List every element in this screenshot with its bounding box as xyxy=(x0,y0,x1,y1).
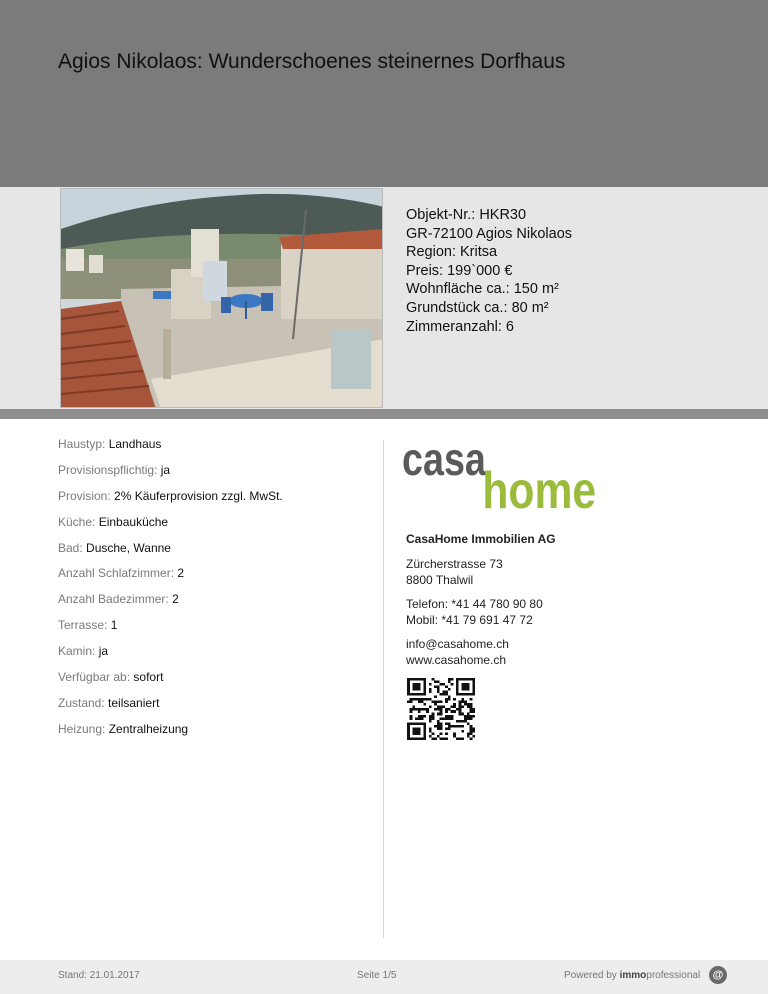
detail-value: Dusche, Wanne xyxy=(86,540,171,555)
detail-value: sofort xyxy=(133,670,164,685)
page-number: Seite 1/5 xyxy=(357,970,397,981)
detail-value: Zentralheizung xyxy=(108,721,189,736)
company-online xyxy=(406,636,509,668)
detail-value: 2 xyxy=(172,592,179,607)
detail-value: 1 xyxy=(110,618,118,633)
powered-by-suffix: professional xyxy=(646,970,701,981)
powered-by xyxy=(564,970,700,981)
detail-row xyxy=(58,592,283,618)
company-website-link[interactable]: www.casahome.ch xyxy=(406,653,507,667)
detail-label: Heizung: xyxy=(58,721,106,736)
detail-row xyxy=(58,437,283,463)
detail-label: Terrasse: xyxy=(58,618,108,633)
detail-value: Einbauküche xyxy=(98,514,169,529)
powered-by-brand: immo xyxy=(619,970,647,981)
company-mobile: Mobil: *41 79 691 47 72 xyxy=(406,613,533,627)
detail-value: 2% Käuferprovision zzgl. MwSt. xyxy=(114,488,283,503)
fact-room-count: Zimmeranzahl: 6 xyxy=(406,318,514,335)
key-facts xyxy=(406,206,572,336)
footer-date: Stand: 21.01.2017 xyxy=(58,970,140,981)
company-phones xyxy=(406,596,543,628)
detail-value: Landhaus xyxy=(108,437,162,451)
detail-value: ja xyxy=(160,462,171,477)
detail-label: Provisionspflichtig: xyxy=(58,462,158,477)
detail-label: Zustand: xyxy=(58,695,105,710)
svg-text:home: home xyxy=(482,462,597,512)
qr-code xyxy=(407,678,475,740)
fact-price: Preis: 199`000 € xyxy=(406,262,513,279)
fact-location: GR-72100 Agios Nikolaos xyxy=(406,225,573,242)
detail-row xyxy=(58,722,283,748)
immoprofessional-logo-icon: @ xyxy=(709,966,727,984)
detail-row xyxy=(58,463,283,489)
detail-value: 2 xyxy=(177,566,185,581)
header-band xyxy=(0,0,768,187)
detail-label: Provision: xyxy=(58,488,111,503)
company-city: 8800 Thalwil xyxy=(406,573,474,587)
detail-label: Anzahl Badezimmer: xyxy=(58,592,169,607)
detail-row xyxy=(58,566,283,592)
fact-plot-area: Grundstück ca.: 80 m² xyxy=(406,299,549,316)
detail-value: ja xyxy=(98,644,109,659)
fact-region: Region: Kritsa xyxy=(406,244,498,261)
detail-label: Haustyp: xyxy=(58,437,106,451)
property-details xyxy=(58,437,283,748)
detail-label: Bad: xyxy=(58,540,83,555)
fact-object-number: Objekt-Nr.: HKR30 xyxy=(406,207,527,223)
company-name: CasaHome Immobilien AG xyxy=(406,532,556,546)
detail-label: Küche: xyxy=(58,514,96,529)
detail-row xyxy=(58,670,283,696)
detail-row xyxy=(58,644,283,670)
detail-label: Kamin: xyxy=(58,644,96,659)
detail-row xyxy=(58,696,283,722)
svg-text:casa: casa xyxy=(402,437,486,485)
column-divider xyxy=(383,440,384,938)
detail-row xyxy=(58,515,283,541)
company-address xyxy=(406,556,503,588)
powered-by-prefix: Powered by xyxy=(564,970,620,981)
company-email-link[interactable]: info@casahome.ch xyxy=(406,637,509,651)
detail-row xyxy=(58,541,283,567)
casahome-logo xyxy=(402,437,622,512)
detail-value: teilsaniert xyxy=(108,695,160,710)
detail-row xyxy=(58,618,283,644)
page-title: Agios Nikolaos: Wunderschoenes steinernes Dorfhaus xyxy=(58,50,566,73)
fact-living-area: Wohnfläche ca.: 150 m² xyxy=(406,281,559,298)
detail-row xyxy=(58,489,283,515)
footer xyxy=(0,960,768,994)
company-street: Zürcherstrasse 73 xyxy=(406,557,503,571)
detail-label: Anzahl Schlafzimmer: xyxy=(58,566,175,581)
detail-label: Verfügbar ab: xyxy=(58,670,131,685)
company-phone: Telefon: *41 44 780 90 80 xyxy=(406,597,543,611)
property-photo xyxy=(60,188,383,408)
divider-band xyxy=(0,409,768,419)
